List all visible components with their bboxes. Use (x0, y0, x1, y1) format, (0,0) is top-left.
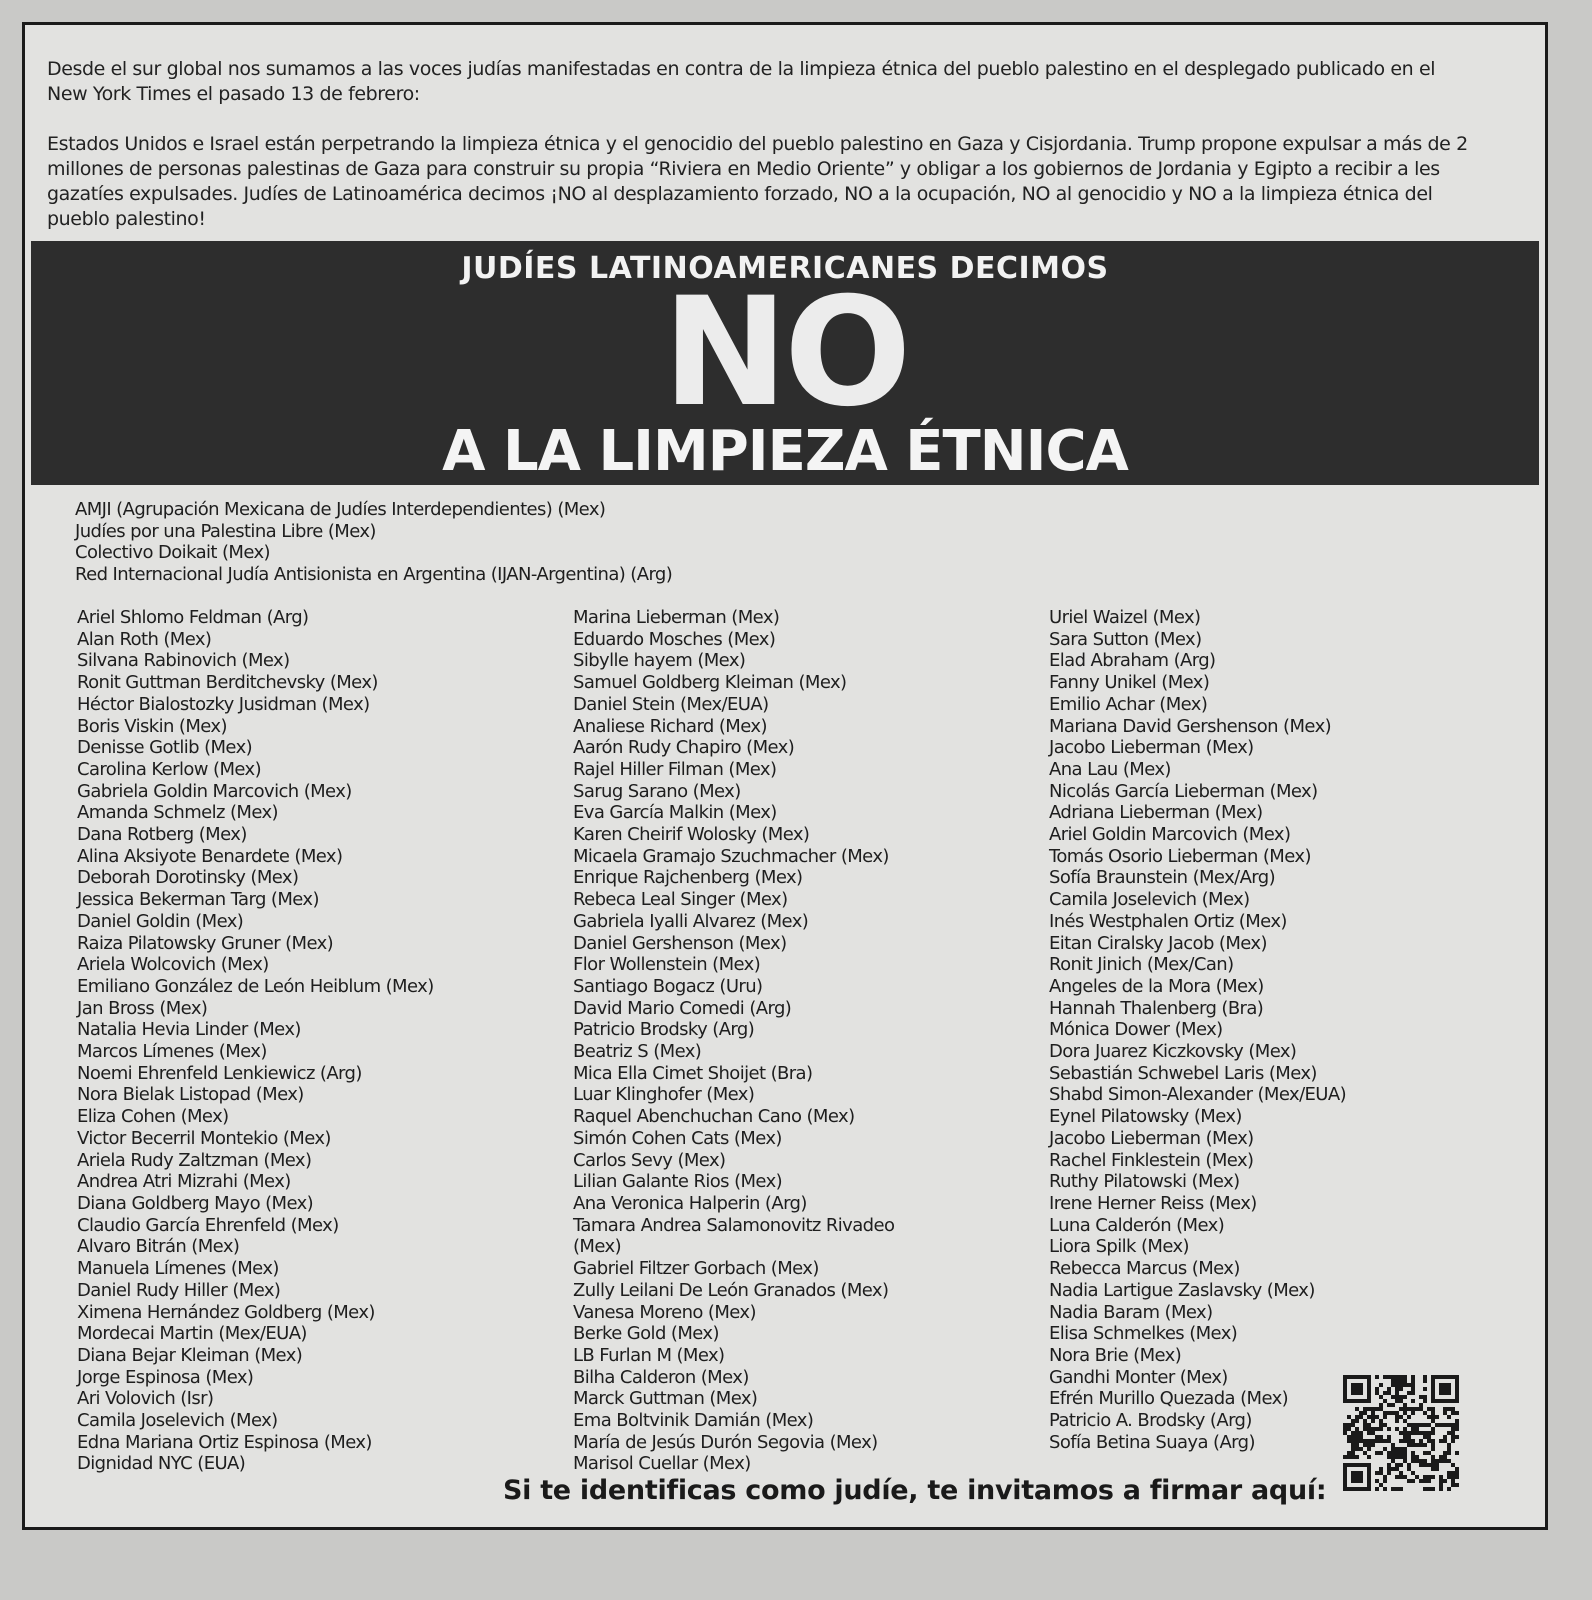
signatory-item: Dana Rotberg (Mex) (77, 824, 247, 846)
signatory-item: LB Furlan M (Mex) (573, 1344, 725, 1366)
signatory-item: Ximena Hernández Goldberg (Mex) (77, 1301, 375, 1323)
headline-banner (31, 241, 1539, 485)
signatory-item: Ronit Guttman Berditchevsky (Mex) (77, 672, 378, 694)
signatory-item: Elisa Schmelkes (Mex) (1049, 1323, 1238, 1345)
signatory-item: Jorge Espinosa (Mex) (77, 1366, 254, 1388)
signatory-item: Samuel Goldberg Kleiman (Mex) (573, 672, 847, 694)
signatory-item: Inés Westphalen Ortiz (Mex) (1049, 910, 1287, 932)
signatory-item: María de Jesús Durón Segovia (Mex) (573, 1431, 878, 1453)
signatory-item: Rebecca Marcus (Mex) (1049, 1258, 1240, 1280)
signatory-item: Aarón Rudy Chapiro (Mex) (573, 737, 795, 759)
signatory-item: Héctor Bialostozky Jusidman (Mex) (77, 693, 370, 715)
signatory-item: Alvaro Bitrán (Mex) (77, 1236, 240, 1258)
signatory-item: Eynel Pilatowsky (Mex) (1049, 1106, 1242, 1128)
signatory-item: Dora Juarez Kiczkovsky (Mex) (1049, 1041, 1297, 1063)
sign-call-to-action: Si te identificas como judíe, te invitamos a firmar aquí: (503, 1475, 1327, 1506)
signatory-item: Gabriel Filtzer Gorbach (Mex) (573, 1258, 819, 1280)
signatory-item: Sofía Betina Suaya (Arg) (1049, 1431, 1255, 1453)
qr-code-icon[interactable] (1343, 1375, 1459, 1491)
signatory-item: Shabd Simon-Alexander (Mex/EUA) (1049, 1084, 1347, 1106)
banner-subheadline: A LA LIMPIEZA ÉTNICA (442, 419, 1128, 484)
signatory-item: Gabriela Goldin Marcovich (Mex) (77, 780, 352, 802)
signatory-item: Ariela Rudy Zaltzman (Mex) (77, 1149, 312, 1171)
signatory-item: Efrén Murillo Quezada (Mex) (1049, 1388, 1289, 1410)
signatory-item: Marina Lieberman (Mex) (573, 607, 780, 628)
signatory-item: Karen Cheirif Wolosky (Mex) (573, 824, 810, 846)
signatory-item: Santiago Bogacz (Uru) (573, 975, 763, 997)
signatory-item: Simón Cohen Cats (Mex) (573, 1127, 782, 1149)
newspaper-ad (22, 22, 1548, 1530)
signatory-item: Claudio García Ehrenfeld (Mex) (77, 1214, 339, 1236)
signatory-item: Carolina Kerlow (Mex) (77, 758, 262, 780)
signatory-item: Rajel Hiller Filman (Mex) (573, 758, 777, 780)
signatory-item: Rebeca Leal Singer (Mex) (573, 889, 788, 911)
signatory-item: Beatriz S (Mex) (573, 1041, 702, 1063)
signatory-item: Jessica Bekerman Targ (Mex) (77, 889, 319, 911)
organization-item: Red Internacional Judía Antisionista en Argentina (IJAN-Argentina) (Arg) (75, 563, 673, 585)
signatory-item: Sebastián Schwebel Laris (Mex) (1049, 1062, 1317, 1084)
signatory-item: David Mario Comedi (Arg) (573, 997, 792, 1019)
signatory-item: Elad Abraham (Arg) (1049, 650, 1216, 672)
signatory-item: Liora Spilk (Mex) (1049, 1236, 1189, 1258)
signatory-item: Amanda Schmelz (Mex) (77, 802, 278, 824)
signatory-item: Nadia Baram (Mex) (1049, 1301, 1213, 1323)
signatory-item: Carlos Sevy (Mex) (573, 1149, 726, 1171)
signatories-column-2 (573, 607, 1043, 1475)
signatory-item: Deborah Dorotinsky (Mex) (77, 867, 299, 889)
signatory-item: Emiliano González de León Heiblum (Mex) (77, 975, 434, 997)
signatory-item: Eduardo Mosches (Mex) (573, 628, 776, 650)
signatory-item: Adriana Lieberman (Mex) (1049, 802, 1263, 824)
signatory-item: Hannah Thalenberg (Bra) (1049, 997, 1264, 1019)
intro-paragraph-1: Desde el sur global nos sumamos a las voces judías manifestadas en contra de la limpieza étnica del pueblo palestino en el desplegado publicado en el New York Times el pasado 13 de febrero: (47, 58, 1436, 105)
signatory-item: Gabriela Iyalli Alvarez (Mex) (573, 910, 809, 932)
signatory-item: Micaela Gramajo Szuchmacher (Mex) (573, 845, 889, 867)
signatory-item: Ari Volovich (Isr) (77, 1388, 214, 1410)
signatory-item: Eva García Malkin (Mex) (573, 802, 777, 824)
signatories-column-3 (1049, 607, 1519, 1453)
organization-item: Colectivo Doikait (Mex) (75, 542, 270, 563)
signatory-item: Patricio A. Brodsky (Arg) (1049, 1410, 1252, 1432)
signatory-item: Camila Joselevich (Mex) (1049, 889, 1250, 911)
signatory-item: Nadia Lartigue Zaslavsky (Mex) (1049, 1279, 1315, 1301)
signatory-item: Luar Klinghofer (Mex) (573, 1084, 755, 1106)
signatory-item: Tamara Andrea Salamonovitz Rivadeo (Mex) (573, 1214, 895, 1258)
signatory-item: Emilio Achar (Mex) (1049, 693, 1208, 715)
signatory-item: Jan Bross (Mex) (77, 997, 208, 1019)
intro-text (47, 57, 1477, 257)
signatory-item: Nora Bielak Listopad (Mex) (77, 1084, 304, 1106)
signatory-item: Angeles de la Mora (Mex) (1049, 975, 1264, 997)
signatory-item: Mariana David Gershenson (Mex) (1049, 715, 1332, 737)
signatory-item: Flor Wollenstein (Mex) (573, 954, 761, 976)
signatory-item: Patricio Brodsky (Arg) (573, 1019, 755, 1041)
intro-paragraph-2: Estados Unidos e Israel están perpetrando la limpieza étnica y el genocidio del pueblo palestino en Gaza y Cisjordania. Trump propone expulsar a más de 2 millones de personas palestinas de Gaza para construir su propia “Riviera en Medio Oriente” y obligar a los gobiernos de Jordania y Egipto a recibir a les gazatíes expulsades. Judíes de Latinoamérica decimos ¡NO al desplazamiento forzado, NO a la ocupación, NO al genocidio y NO a la limpieza étnica del pueblo palestino! (47, 133, 1468, 230)
banner-kicker: JUDÍES LATINOAMERICANES DECIMOS (461, 251, 1109, 286)
signatory-item: Marcos Límenes (Mex) (77, 1041, 267, 1063)
signatory-item: Tomás Osorio Lieberman (Mex) (1049, 845, 1311, 867)
signatory-item: Ruthy Pilatowski (Mex) (1049, 1171, 1240, 1193)
signatory-item: Victor Becerril Montekio (Mex) (77, 1127, 331, 1149)
signatory-item: Rachel Finklestein (Mex) (1049, 1149, 1254, 1171)
signatory-item: Jacobo Lieberman (Mex) (1049, 1127, 1254, 1149)
signatory-item: Daniel Rudy Hiller (Mex) (77, 1279, 281, 1301)
signatory-item: Andrea Atri Mizrahi (Mex) (77, 1171, 291, 1193)
signatory-item: Eliza Cohen (Mex) (77, 1106, 229, 1128)
signatory-item: Sofía Braunstein (Mex/Arg) (1049, 867, 1276, 889)
signatory-item: Manuela Límenes (Mex) (77, 1258, 279, 1280)
signatory-item: Irene Herner Reiss (Mex) (1049, 1192, 1257, 1214)
signatory-item: Edna Mariana Ortiz Espinosa (Mex) (77, 1431, 372, 1453)
signatory-item: Marck Guttman (Mex) (573, 1388, 758, 1410)
signatory-item: Bilha Calderon (Mex) (573, 1366, 749, 1388)
signatory-item: Uriel Waizel (Mex) (1049, 607, 1201, 628)
signatory-item: Fanny Unikel (Mex) (1049, 672, 1210, 694)
signatory-item: Sarug Sarano (Mex) (573, 780, 741, 802)
signatory-item: Luna Calderón (Mex) (1049, 1214, 1225, 1236)
signatory-item: Mónica Dower (Mex) (1049, 1019, 1223, 1041)
organizations-list (75, 499, 672, 585)
signatory-item: Eitan Ciralsky Jacob (Mex) (1049, 932, 1267, 954)
signatory-item: Raquel Abenchuchan Cano (Mex) (573, 1106, 855, 1128)
signatory-item: Ana Veronica Halperin (Arg) (573, 1192, 807, 1214)
signatory-item: Natalia Hevia Linder (Mex) (77, 1019, 301, 1041)
signatory-item: Camila Joselevich (Mex) (77, 1410, 278, 1432)
signatory-item: Sara Sutton (Mex) (1049, 628, 1202, 650)
signatory-item: Nicolás García Lieberman (Mex) (1049, 780, 1318, 802)
signatory-item: Ema Boltvinik Damián (Mex) (573, 1410, 814, 1432)
signatory-item: Diana Goldberg Mayo (Mex) (77, 1192, 314, 1214)
signatory-item: Mordecai Martin (Mex/EUA) (77, 1323, 307, 1345)
signatory-item: Daniel Goldin (Mex) (77, 910, 244, 932)
signatory-item: Diana Bejar Kleiman (Mex) (77, 1344, 303, 1366)
signatory-item: Ariel Shlomo Feldman (Arg) (77, 607, 309, 628)
signatory-item: Raiza Pilatowsky Gruner (Mex) (77, 932, 334, 954)
signatory-item: Ariela Wolcovich (Mex) (77, 954, 269, 976)
signatories-column-1 (77, 607, 547, 1475)
signatory-item: Zully Leilani De León Granados (Mex) (573, 1279, 889, 1301)
signatory-item: Sibylle hayem (Mex) (573, 650, 746, 672)
signatory-item: Mica Ella Cimet Shoijet (Bra) (573, 1062, 813, 1084)
signatory-item: Daniel Gershenson (Mex) (573, 932, 787, 954)
banner-headline: NO (662, 266, 908, 440)
organization-item: AMJI (Agrupación Mexicana de Judíes Interdependientes) (Mex) (75, 499, 606, 520)
signatory-item: Alina Aksiyote Benardete (Mex) (77, 845, 343, 867)
signatory-item: Berke Gold (Mex) (573, 1323, 719, 1345)
signatory-item: Vanesa Moreno (Mex) (573, 1301, 756, 1323)
signatory-item: Dignidad NYC (EUA) (77, 1453, 246, 1475)
signatory-item: Enrique Rajchenberg (Mex) (573, 867, 803, 889)
signatory-item: Daniel Stein (Mex/EUA) (573, 693, 769, 715)
signatory-item: Denisse Gotlib (Mex) (77, 737, 253, 759)
signatory-item: Alan Roth (Mex) (77, 628, 212, 650)
signatory-item: Marisol Cuellar (Mex) (573, 1453, 751, 1475)
signatory-item: Ana Lau (Mex) (1049, 758, 1171, 780)
signatory-item: Jacobo Lieberman (Mex) (1049, 737, 1254, 759)
signatory-item: Boris Viskin (Mex) (77, 715, 227, 737)
signatory-item: Nora Brie (Mex) (1049, 1344, 1182, 1366)
signatory-item: Ariel Goldin Marcovich (Mex) (1049, 824, 1291, 846)
signatory-item: Silvana Rabinovich (Mex) (77, 650, 290, 672)
organization-item: Judíes por una Palestina Libre (Mex) (75, 520, 376, 542)
signatory-item: Ronit Jinich (Mex/Can) (1049, 954, 1234, 976)
signatory-item: Lilian Galante Rios (Mex) (573, 1171, 783, 1193)
signatory-item: Noemi Ehrenfeld Lenkiewicz (Arg) (77, 1062, 362, 1084)
signatory-item: Analiese Richard (Mex) (573, 715, 767, 737)
signatory-item: Gandhi Monter (Mex) (1049, 1366, 1228, 1388)
